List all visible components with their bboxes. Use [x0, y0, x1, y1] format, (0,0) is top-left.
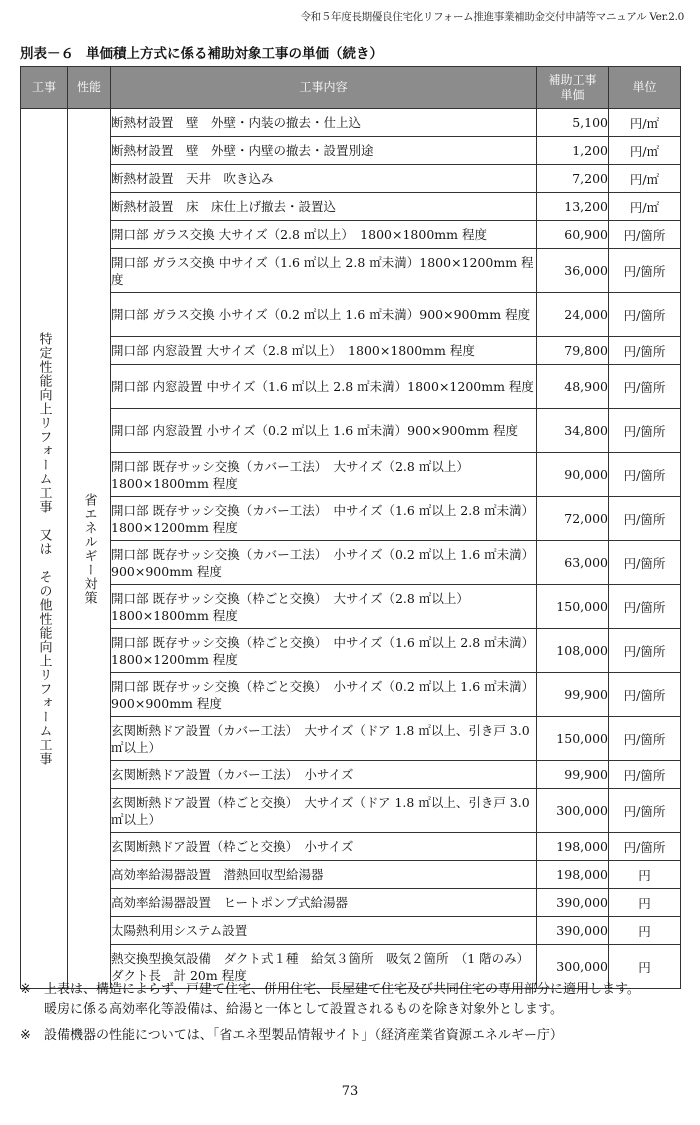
unit-price-cell: 198,000: [537, 861, 609, 889]
unit-price-cell: 99,900: [537, 673, 609, 717]
work-content-cell: 開口部 ガラス交換 大サイズ（2.8 ㎡以上） 1800×1800mm 程度: [111, 221, 537, 249]
unit-cell: 円/箇所: [609, 717, 681, 761]
header-unit-price: 補助工事単価: [537, 67, 609, 109]
work-content-cell: 断熱材設置 壁 外壁・内装の撤去・仕上込: [111, 109, 537, 137]
table-row: [21, 917, 681, 945]
note-mark: ※: [20, 1028, 31, 1043]
unit-price-cell: 300,000: [537, 945, 609, 989]
table-row: [21, 629, 681, 673]
table-row: [21, 673, 681, 717]
unit-price-cell: 5,100: [537, 109, 609, 137]
unit-cell: 円/箇所: [609, 249, 681, 293]
category-label: 特定性能向上リフォーム工事 又は その他性能向上リフォーム工事: [36, 331, 52, 766]
table-title: [20, 42, 383, 62]
unit-cell: 円/㎡: [609, 137, 681, 165]
running-header: 令和５年度長期優良住宅化リフォーム推進事業補助金交付申請等マニュアル Ver.2.0: [300, 11, 684, 23]
unit-cell: 円: [609, 945, 681, 989]
work-content-cell: 玄関断熱ドア設置（カバー工法） 大サイズ（ドア 1.8 ㎡以上、引き戸 3.0 ㎡以上）: [111, 717, 537, 761]
table-row: [21, 337, 681, 365]
note-1: [20, 980, 690, 1020]
table-row: [21, 761, 681, 789]
unit-price-cell: 150,000: [537, 585, 609, 629]
note-line: 設備機器の性能については、「省エネ型製品情報サイト」（経済産業省資源エネルギー庁）: [44, 1028, 563, 1043]
table-row: [21, 861, 681, 889]
work-content-cell: 開口部 既存サッシ交換（カバー工法） 小サイズ（0.2 ㎡以上 1.6 ㎡未満） 900×900mm 程度: [111, 541, 537, 585]
work-content-cell: 開口部 既存サッシ交換（枠ごと交換） 大サイズ（2.8 ㎡以上）1800×1800mm 程度: [111, 585, 537, 629]
unit-price-table: [20, 66, 681, 989]
table-row: [21, 137, 681, 165]
unit-price-cell: 7,200: [537, 165, 609, 193]
work-content-cell: 断熱材設置 床 床仕上げ撤去・設置込: [111, 193, 537, 221]
work-content-cell: 開口部 内窓設置 大サイズ（2.8 ㎡以上） 1800×1800mm 程度: [111, 337, 537, 365]
unit-price-cell: 13,200: [537, 193, 609, 221]
table-row: [21, 409, 681, 453]
work-content-cell: 断熱材設置 天井 吹き込み: [111, 165, 537, 193]
header-work: 工事: [21, 67, 68, 109]
unit-price-cell: 108,000: [537, 629, 609, 673]
unit-cell: 円/箇所: [609, 789, 681, 833]
unit-cell: 円/㎡: [609, 109, 681, 137]
header-performance: 性能: [68, 67, 111, 109]
work-content-cell: 玄関断熱ドア設置（枠ごと交換） 大サイズ（ドア 1.8 ㎡以上、引き戸 3.0 ㎡以上）: [111, 789, 537, 833]
unit-cell: 円/箇所: [609, 585, 681, 629]
table-row: [21, 165, 681, 193]
work-content-cell: 太陽熱利用システム設置: [111, 917, 537, 945]
note-2: [20, 1026, 690, 1046]
unit-price-cell: 150,000: [537, 717, 609, 761]
unit-price-cell: 34,800: [537, 409, 609, 453]
unit-price-cell: 60,900: [537, 221, 609, 249]
unit-cell: 円/箇所: [609, 221, 681, 249]
work-content-cell: 玄関断熱ドア設置（枠ごと交換） 小サイズ: [111, 833, 537, 861]
header-unit: 単位: [609, 67, 681, 109]
work-content-cell: 開口部 ガラス交換 小サイズ（0.2 ㎡以上 1.6 ㎡未満）900×900mm 程度: [111, 293, 537, 337]
work-content-cell: 開口部 ガラス交換 中サイズ（1.6 ㎡以上 2.8 ㎡未満）1800×1200mm 程度: [111, 249, 537, 293]
table-header-row: [21, 67, 681, 109]
unit-cell: 円/箇所: [609, 365, 681, 409]
table-row: [21, 789, 681, 833]
unit-price-cell: 99,900: [537, 761, 609, 789]
unit-cell: 円/箇所: [609, 497, 681, 541]
table-row: [21, 249, 681, 293]
unit-cell: 円/箇所: [609, 541, 681, 585]
unit-cell: 円/㎡: [609, 165, 681, 193]
category-cell: [21, 109, 68, 989]
header-content: 工事内容: [111, 67, 537, 109]
unit-cell: 円/箇所: [609, 453, 681, 497]
table-row: [21, 365, 681, 409]
work-content-cell: 開口部 内窓設置 中サイズ（1.6 ㎡以上 2.8 ㎡未満）1800×1200mm 程度: [111, 365, 537, 409]
unit-price-cell: 24,000: [537, 293, 609, 337]
unit-price-cell: 79,800: [537, 337, 609, 365]
note-line: 上表は、構造によらず、戸建て住宅、併用住宅、長屋建て住宅及び共同住宅の専用部分に適用します。: [44, 982, 640, 997]
performance-cell: [68, 109, 111, 989]
work-content-cell: 開口部 既存サッシ交換（カバー工法） 大サイズ（2.8 ㎡以上）1800×1800mm 程度: [111, 453, 537, 497]
work-content-cell: 熱交換型換気設備 ダクト式１種 給気３箇所 吸気２箇所 （1 階のみ） ダクト長 計 20m 程度: [111, 945, 537, 989]
work-content-cell: 開口部 既存サッシ交換（枠ごと交換） 中サイズ（1.6 ㎡以上 2.8 ㎡未満） 1800×1200mm 程度: [111, 629, 537, 673]
work-content-cell: 玄関断熱ドア設置（カバー工法） 小サイズ: [111, 761, 537, 789]
note-mark: ※: [20, 982, 31, 997]
unit-cell: 円/箇所: [609, 833, 681, 861]
unit-price-cell: 48,900: [537, 365, 609, 409]
table-row: [21, 193, 681, 221]
unit-cell: 円: [609, 861, 681, 889]
unit-cell: 円/箇所: [609, 409, 681, 453]
table-body: [21, 109, 681, 989]
table-title-id: 別表－６: [20, 46, 74, 62]
table-row: [21, 541, 681, 585]
notes-section: [20, 980, 690, 1052]
unit-cell: 円: [609, 917, 681, 945]
unit-price-cell: 90,000: [537, 453, 609, 497]
unit-price-cell: 63,000: [537, 541, 609, 585]
table-row: [21, 717, 681, 761]
table-row: [21, 585, 681, 629]
table-row: [21, 889, 681, 917]
unit-cell: 円/箇所: [609, 337, 681, 365]
unit-price-cell: 390,000: [537, 917, 609, 945]
work-content-cell: 高効率給湯器設置 潜熱回収型給湯器: [111, 861, 537, 889]
work-content-cell: 開口部 既存サッシ交換（カバー工法） 中サイズ（1.6 ㎡以上 2.8 ㎡未満） 1800×1200mm 程度: [111, 497, 537, 541]
unit-price-cell: 72,000: [537, 497, 609, 541]
note-line: 暖房に係る高効率化等設備は、給湯と一体として設置されるものを除き対象外とします。: [44, 1002, 563, 1017]
table-row: [21, 453, 681, 497]
table-row: [21, 109, 681, 137]
unit-cell: 円/箇所: [609, 629, 681, 673]
unit-price-cell: 300,000: [537, 789, 609, 833]
unit-cell: 円/箇所: [609, 673, 681, 717]
unit-cell: 円: [609, 889, 681, 917]
table-row: [21, 221, 681, 249]
work-content-cell: 開口部 既存サッシ交換（枠ごと交換） 小サイズ（0.2 ㎡以上 1.6 ㎡未満） 900×900mm 程度: [111, 673, 537, 717]
page-number: 73: [341, 1084, 359, 1099]
unit-price-cell: 1,200: [537, 137, 609, 165]
unit-price-cell: 36,000: [537, 249, 609, 293]
work-content-cell: 断熱材設置 壁 外壁・内壁の撤去・設置別途: [111, 137, 537, 165]
unit-price-cell: 390,000: [537, 889, 609, 917]
table-row: [21, 497, 681, 541]
work-content-cell: 高効率給湯器設置 ヒートポンプ式給湯器: [111, 889, 537, 917]
table-row: [21, 293, 681, 337]
table-row: [21, 833, 681, 861]
unit-cell: 円/箇所: [609, 293, 681, 337]
unit-cell: 円/㎡: [609, 193, 681, 221]
work-content-cell: 開口部 内窓設置 小サイズ（0.2 ㎡以上 1.6 ㎡未満）900×900mm 程度: [111, 409, 537, 453]
unit-cell: 円/箇所: [609, 761, 681, 789]
performance-label: 省エネルギー対策: [81, 492, 97, 605]
unit-price-cell: 198,000: [537, 833, 609, 861]
table-title-text: 単価積上方式に係る補助対象工事の単価（続き）: [86, 46, 383, 62]
